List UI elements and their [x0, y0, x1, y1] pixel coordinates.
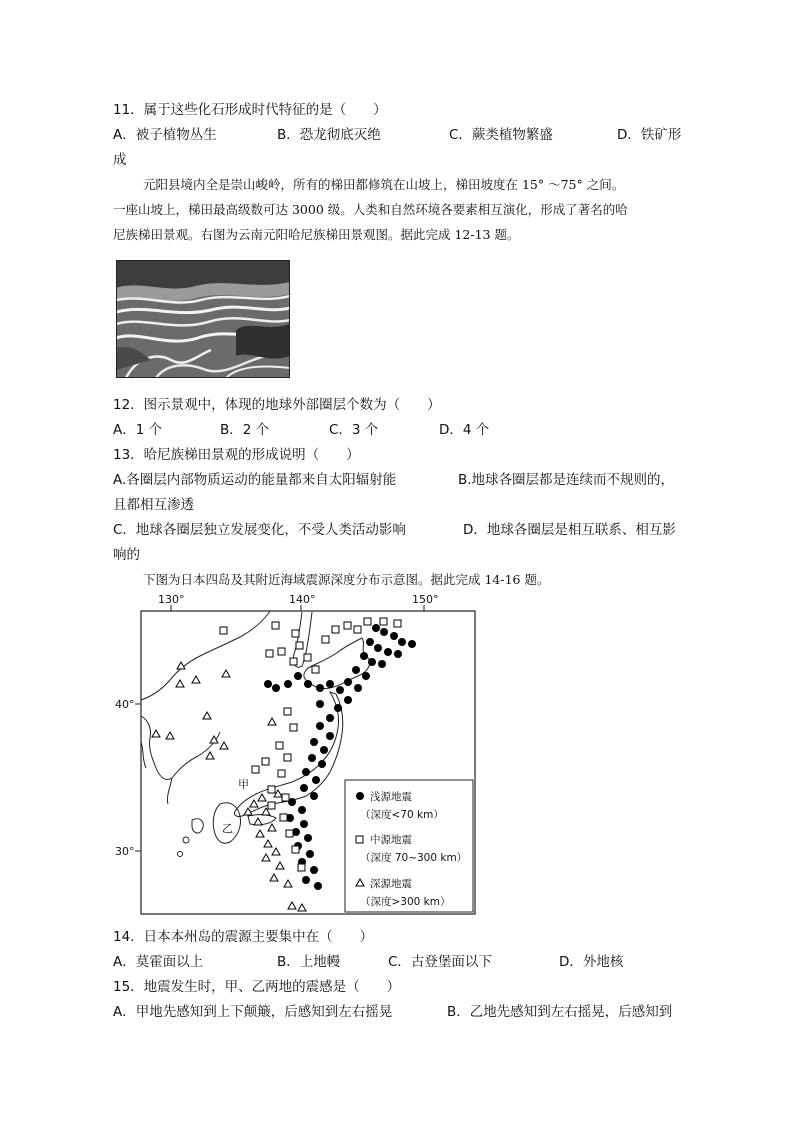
- q11-stem: 11．属于这些化石形成时代特征的是（ ）: [113, 102, 387, 118]
- place-jia: 甲: [238, 778, 249, 791]
- passage1-line-3: 尼族梯田景观。右图为云南元阳哈尼族梯田景观图。据此完成 12-13 题。: [113, 227, 520, 242]
- q15-stem: 15．地震发生时，甲、乙两地的震感是（ ）: [113, 979, 401, 995]
- passage1-line-2: 一座山坡上，梯田最高级数可达 3000 级。人类和自然环境各要素相互演化，形成了著名的哈: [113, 202, 628, 217]
- q11-option-d: D．铁矿形: [617, 127, 682, 143]
- legend-deep: 深源地震: [370, 878, 412, 890]
- q13-option-d-wrap: 响的: [113, 547, 140, 563]
- lon-label-140: 140°: [289, 593, 316, 606]
- q12-option-a: A．1 个: [113, 422, 163, 438]
- q11-option-b: B．恐龙彻底灭绝: [277, 127, 381, 143]
- lat-label-30: 30°: [115, 845, 135, 858]
- q13-option-b-wrap: 且都相互渗透: [113, 497, 194, 513]
- terrace-landscape-image: [116, 260, 290, 378]
- passage1-line-1: 元阳县境内全是崇山峻岭，所有的梯田都修筑在山坡上，梯田坡度在 15° ～75° 之间。: [143, 177, 625, 192]
- q13-option-d: D．地球各圈层是相互联系、相互影: [463, 522, 676, 538]
- japan-earthquake-map: [108, 592, 480, 916]
- legend-mid: 中源地震: [370, 834, 412, 846]
- legend-shallow: 浅源地震: [370, 791, 412, 803]
- q13-stem: 13．哈尼族梯田景观的形成说明（ ）: [113, 447, 360, 463]
- lon-label-150: 150°: [412, 593, 439, 606]
- q14-option-a: A．莫霍面以上: [113, 954, 204, 970]
- q15-option-a: A．甲地先感知到上下颠簸，后感知到左右摇晃: [113, 1004, 393, 1020]
- q14-option-c: C．古登堡面以下: [388, 954, 492, 970]
- q13-option-b: B.地球各圈层都是连续而不规则的，: [458, 472, 675, 488]
- legend-deep-depth: （深度>300 km）: [360, 896, 451, 908]
- q14-stem: 14．日本本州岛的震源主要集中在（ ）: [113, 929, 374, 945]
- q13-option-c: C．地球各圈层独立发展变化，不受人类活动影响: [113, 522, 406, 538]
- q11-option-c: C．蕨类植物繁盛: [449, 127, 553, 143]
- q11-option-a: A．被子植物丛生: [113, 127, 217, 143]
- place-yi: 乙: [222, 822, 233, 835]
- map-legend: [345, 780, 473, 912]
- q11-option-d-wrap: 成: [113, 152, 127, 168]
- q13-option-a: A.各圈层内部物质运动的能量都来自太阳辐射能: [113, 472, 397, 488]
- q12-option-b: B．2 个: [220, 422, 270, 438]
- legend-shallow-depth: （深度<70 km）: [360, 809, 444, 821]
- q14-option-b: B．上地幔: [277, 954, 341, 970]
- q12-option-d: D．4 个: [439, 422, 490, 438]
- lat-label-40: 40°: [115, 698, 135, 711]
- lon-label-130: 130°: [158, 593, 185, 606]
- legend-mid-depth: （深度 70~300 km）: [360, 852, 468, 864]
- q12-stem: 12．图示景观中，体现的地球外部圈层个数为（ ）: [113, 397, 441, 413]
- q15-option-b: B．乙地先感知到左右摇晃，后感知到: [447, 1004, 673, 1020]
- q12-option-c: C．3 个: [329, 422, 379, 438]
- passage2-line: 下图为日本四岛及其附近海域震源深度分布示意图。据此完成 14-16 题。: [143, 572, 550, 587]
- q14-option-d: D．外地核: [559, 954, 624, 970]
